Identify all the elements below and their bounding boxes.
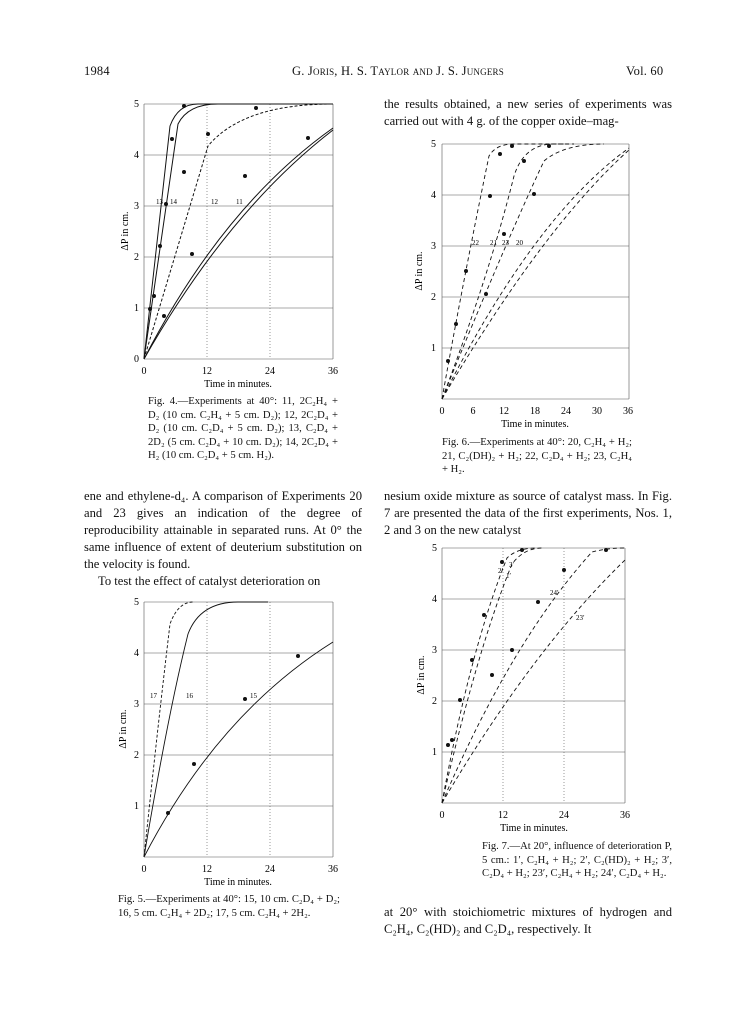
x-tick-36: 36 xyxy=(328,864,338,875)
x-tick-12: 12 xyxy=(202,864,212,875)
y-tick-0: 0 xyxy=(134,354,139,365)
x-tick-24: 24 xyxy=(559,810,569,821)
curve-label-16: 16 xyxy=(186,692,193,700)
curve-label-2p: 2′ xyxy=(498,567,504,575)
y-tick-5: 5 xyxy=(431,139,436,150)
figure-4 xyxy=(108,96,348,397)
x-axis-label: Time in minutes. xyxy=(204,379,272,390)
y-tick-1: 1 xyxy=(432,747,437,758)
figure-4-plot xyxy=(108,96,348,392)
curve-label-23: 23 xyxy=(502,239,509,247)
figure-7 xyxy=(412,540,644,841)
figure-7-plot xyxy=(412,540,644,836)
figure-6-caption: Fig. 6.—Experiments at 40°: 20, C₂H₄ + H₂; 21, C₂(DH)₂ + H₂; 22, C₂D₄ + H₂; 23, C₂H₄ + H₂. xyxy=(442,437,632,475)
y-tick-2: 2 xyxy=(134,252,139,263)
volume-label: Vol. 60 xyxy=(626,64,664,78)
paragraph-right-bottom: at 20° with stoichiometric mixtures of hydrogen and C₂H₄, C₂(HD)₂ and C₂D₄, respectively. It xyxy=(384,905,672,936)
curve-label-24p: 24′ xyxy=(550,589,559,597)
figure-5 xyxy=(108,594,348,899)
x-tick-36: 36 xyxy=(328,366,338,377)
paragraph-left-middle-2: To test the effect of catalyst deterioration on xyxy=(98,574,321,588)
y-tick-3: 3 xyxy=(134,201,139,212)
curve-label-17: 17 xyxy=(150,692,157,700)
y-tick-2: 2 xyxy=(432,696,437,707)
curve-label-21: 21 xyxy=(490,239,497,247)
x-tick-0: 0 xyxy=(439,406,445,417)
curve-label-14: 14 xyxy=(170,198,177,206)
x-tick-12: 12 xyxy=(202,366,212,377)
y-tick-4: 4 xyxy=(134,150,139,161)
page-number: 1984 xyxy=(84,64,110,78)
figure-5-plot xyxy=(108,594,348,894)
figure-6 xyxy=(404,136,644,441)
figure-5-caption: Fig. 5.—Experiments at 40°: 15, 10 cm. C₂D₄ + D₂; 16, 5 cm. C₂H₄ + 2D₂; 17, 5 cm. C₂H₄ + 2H₂. xyxy=(118,894,340,919)
y-tick-3: 3 xyxy=(134,699,139,710)
y-tick-5: 5 xyxy=(134,597,139,608)
x-tick-0: 0 xyxy=(141,864,147,875)
curve-label-12: 12 xyxy=(211,198,218,206)
curve-label-15: 15 xyxy=(250,692,257,700)
x-axis-label: Time in minutes. xyxy=(501,419,569,430)
y-axis-label: ΔP in cm. xyxy=(118,709,129,749)
y-axis-label: ΔP in cm. xyxy=(120,211,131,251)
y-tick-4: 4 xyxy=(432,594,437,605)
figure-6-plot xyxy=(404,136,644,436)
x-tick-12: 12 xyxy=(498,810,508,821)
curve-label-22: 22 xyxy=(472,239,479,247)
x-tick-36: 36 xyxy=(620,810,630,821)
x-tick-0: 0 xyxy=(439,810,445,821)
y-tick-4: 4 xyxy=(431,190,436,201)
y-tick-4: 4 xyxy=(134,648,139,659)
curve-label-1p: 1′ xyxy=(506,572,512,580)
y-tick-1: 1 xyxy=(431,343,436,354)
y-tick-5: 5 xyxy=(134,99,139,110)
y-tick-2: 2 xyxy=(431,292,436,303)
paragraph-right-top: the results obtained, a new series of experiments was carried out with 4 g. of the copper oxide–mag- xyxy=(384,97,672,128)
curve-label-23p: 23′ xyxy=(576,614,585,622)
y-tick-2: 2 xyxy=(134,750,139,761)
x-axis-label: Time in minutes. xyxy=(500,823,568,834)
x-tick-30: 30 xyxy=(592,406,602,417)
x-tick-24: 24 xyxy=(265,366,275,377)
curve-label-20: 20 xyxy=(516,239,523,247)
x-tick-36: 36 xyxy=(623,406,633,417)
x-tick-24: 24 xyxy=(265,864,275,875)
curve-label-13: 13 xyxy=(156,198,163,206)
paragraph-right-middle: nesium oxide mixture as source of catalyst mass. In Fig. 7 are presented the data of the first experiments, Nos. 1, 2 and 3 on the new catalyst xyxy=(384,489,672,537)
running-head-authors: G. Joris, H. S. Taylor and J. S. Jungers xyxy=(292,64,504,78)
x-tick-24: 24 xyxy=(561,406,571,417)
figure-4-caption: Fig. 4.—Experiments at 40°: 11, 2C₂H₄ + D₂ (10 cm. C₂H₄ + 5 cm. D₂); 12, 2C₂D₄ + D₂ (10 cm. C₂D₄ + 5 cm. D₂); 13, C₂D₄ + 2D₂ (5 cm. C₂D₄ + 10 cm. D₂); 14, 2C₂D₄ + H₂ (10 cm. C₂D₄ + 5 cm. H₂). xyxy=(148,396,338,461)
figure-7-caption: Fig. 7.—At 20°, influence of deterioration P, 5 cm.: 1′, C₂H₄ + H₂; 2′, C₂(HD)₂ + H₂; 3′, C₂D₄ + H₂; 23′, C₂H₄ + H₂; 24′, C₂D₄ + H₂. xyxy=(482,841,672,879)
y-tick-3: 3 xyxy=(432,645,437,656)
x-tick-6: 6 xyxy=(470,406,476,417)
x-tick-18: 18 xyxy=(530,406,540,417)
x-tick-12: 12 xyxy=(499,406,509,417)
y-tick-5: 5 xyxy=(432,543,437,554)
y-tick-3: 3 xyxy=(431,241,436,252)
y-axis-label: ΔP in cm. xyxy=(416,655,427,695)
y-tick-1: 1 xyxy=(134,303,139,314)
x-axis-label: Time in minutes. xyxy=(204,877,272,888)
y-tick-1: 1 xyxy=(134,801,139,812)
y-axis-label: ΔP in cm. xyxy=(414,251,425,291)
curve-label-11: 11 xyxy=(236,198,243,206)
paragraph-left-middle-1: ene and ethylene-d₄. A comparison of Experiments 20 and 23 gives an indication of the degree of reproducibility attainable in separated runs. At 0° the same influence of extent of deuterium substitution on the velocity is found. xyxy=(84,489,362,571)
x-tick-0: 0 xyxy=(141,366,147,377)
curve-label-3p: 3′ xyxy=(509,561,515,569)
